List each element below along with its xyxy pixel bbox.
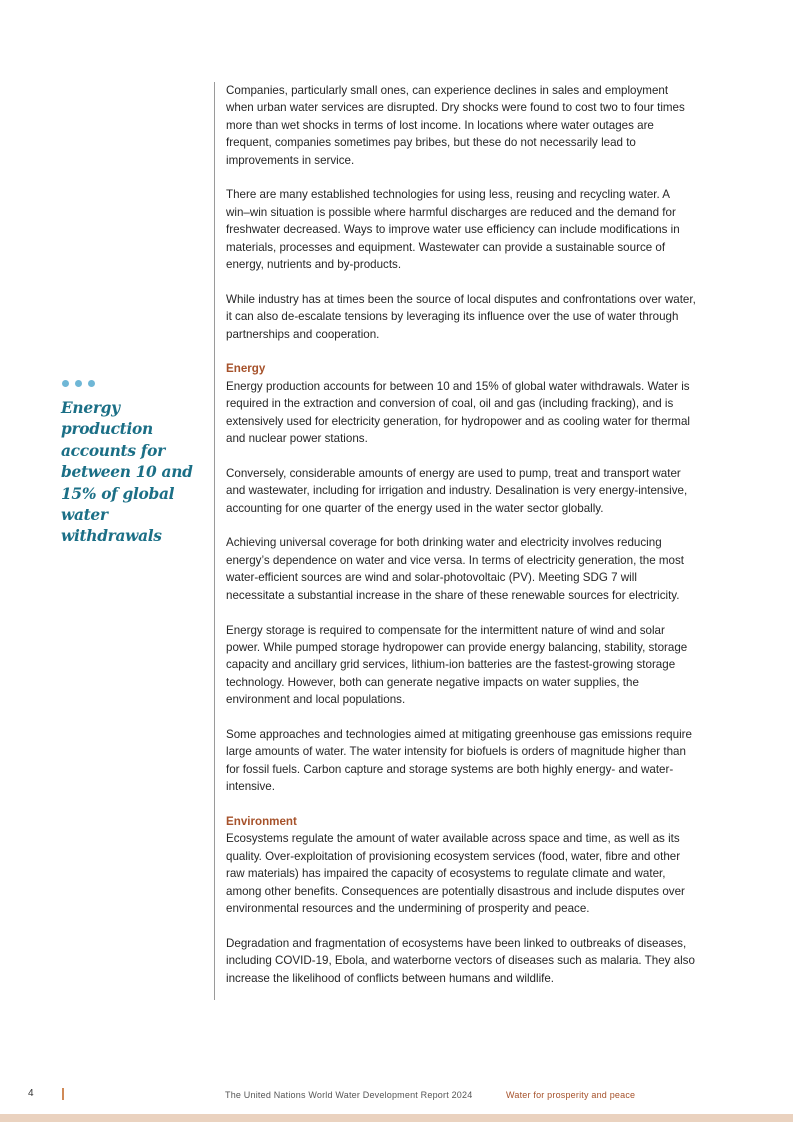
- paragraph: Energy production accounts for between 10 and 15% of global water withdrawals. Water is required in the extraction and conversion of coal, oil and gas (including fracking), and is extensively used for electricity generation, for hydropower and as cooling water for thermal and nuclear power stations.: [226, 379, 690, 446]
- paragraph: Companies, particularly small ones, can experience declines in sales and employment when urban water services are disrupted. Dry shocks were found to cost two to four times more than wet shocks in terms of lost income. In locations where water outages are frequent, companies sometimes pay bribes, but these do not necessarily lead to improvements in service.: [226, 84, 685, 167]
- paragraph: Degradation and fragmentation of ecosystems have been linked to outbreaks of diseases, including COVID-19, Ebola, and waterborne vectors of diseases such as malaria. They also increase the likelihood of conflicts between humans and wildlife.: [226, 936, 695, 985]
- section-heading-energy: Energy: [226, 362, 266, 376]
- main-text: [226, 82, 696, 1004]
- dot: [88, 380, 95, 387]
- column-divider: [214, 82, 215, 1000]
- footer-divider: [62, 1088, 64, 1100]
- paragraph: Energy storage is required to compensate for the intermittent nature of wind and solar power. While pumped storage hydropower can provide energy balancing, stability, storage capacity and ancillary grid services, lithium-ion batteries are the fastest-growing storage technology. However, both can generate negative impacts on water supplies, the environment and local populations.: [226, 623, 688, 707]
- paragraph: Achieving universal coverage for both drinking water and electricity involves reducing energy’s dependence on water and vice versa. In terms of electricity generation, the most water-efficient sources are wind and solar-photovoltaic (PV). Meeting SDG 7 will necessitate a substantial increase in the share of these renewable sources for electricity.: [226, 536, 684, 602]
- dot: [75, 380, 82, 387]
- paragraph: There are many established technologies for using less, reusing and recycling water. A win–win situation is possible where harmful discharges are reduced and the demand for freshwater decreased. Ways to improve water use efficiency can include modifications in materials, processes and equipment. Wastewater can provide a sustainable source of energy, nutrients and by-products.: [226, 188, 680, 272]
- pull-quote: Energy production accounts for between 10 and 15% of global water withdrawals: [61, 399, 193, 546]
- bottom-band: [0, 1114, 793, 1122]
- callout-dots-icon: [62, 380, 95, 390]
- paragraph: Some approaches and technologies aimed at mitigating greenhouse gas emissions require large amounts of water. The water intensity for biofuels is orders of magnitude higher than for fossil fuels. Carbon capture and storage systems are both highly energy- and water-intensive.: [226, 727, 692, 794]
- footer-report-title: The United Nations World Water Development Report 2024: [225, 1090, 473, 1100]
- paragraph: Ecosystems regulate the amount of water available across space and time, as well as its quality. Over-exploitation of provisioning ecosystem services (food, water, fibre and other raw materials) has impaired the capacity of ecosystems to regulate climate and water, among other benefits. Consequences are potentially disastrous and include disputes over environmental resources and the undermining of prosperity and peace.: [226, 832, 685, 915]
- footer-theme: Water for prosperity and peace: [506, 1090, 636, 1100]
- dot: [62, 380, 69, 387]
- section-heading-environment: Environment: [226, 814, 297, 828]
- page-number: 4: [28, 1088, 34, 1099]
- paragraph: Conversely, considerable amounts of energy are used to pump, treat and transport water and wastewater, including for irrigation and industry. Desalination is very energy-intensive, accounting for one quarter of the energy used in the water sector globally.: [226, 466, 688, 515]
- paragraph: While industry has at times been the source of local disputes and confrontations over water, it can also de-escalate tensions by leveraging its influence over the use of water through partnerships and cooperation.: [226, 292, 696, 341]
